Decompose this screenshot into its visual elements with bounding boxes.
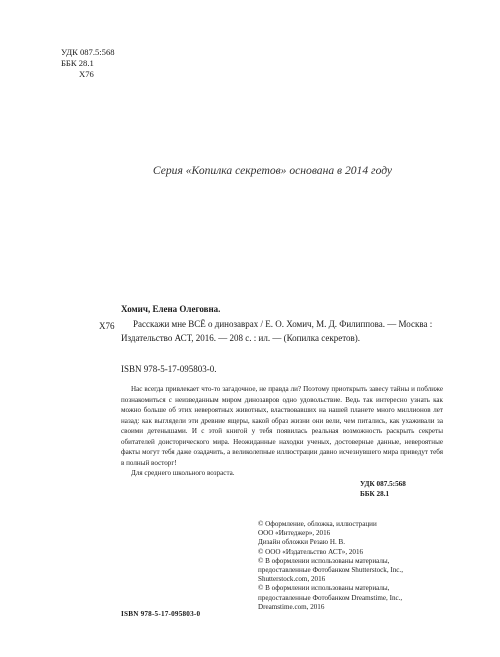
copyright-line: © В оформлении использованы материалы,: [258, 584, 390, 593]
copyright-line: Shutterstock.com, 2016: [258, 575, 326, 584]
annotation-text: Нас всегда привлекает что-то загадочное, не правда ли? Поэтому приоткрыть завесу тайны и поближе познакомиться с неизведанным миром динозавров одно удовольствие. Ведь так интересно узнать как можно больше об этих невероятных животных, властвовавших на нашей планете много миллионов лет назад: как выглядели эти древние ящеры, какой образ жизни они вели, чем питались, как ухаживали за своими детенышами. И с этой книгой у тебя появилась реальная возможность раскрыть секреты обитателей доисторического мира. Неожиданные находки ученых, достоверные данные, невероятные факты могут тебя даже озадачить, а великолепные иллюстрации давно исчезнувшего мира приведут тебя в полный восторг!: [121, 385, 443, 467]
copyright-line: Dreamstime.com, 2016: [258, 602, 325, 611]
bib-author: Хомич, Елена Олеговна.: [121, 304, 221, 314]
copyright-line: Дизайн обложки Резаю Н. В.: [258, 538, 346, 547]
bib-description: [121, 318, 441, 345]
copyright-block: [258, 520, 458, 612]
udk-code: УДК 087.5:568: [61, 47, 115, 57]
copyright-line: © Оформление, обложка, иллюстрации: [258, 520, 377, 528]
isbn-bottom: ISBN 978-5-17-095803-0: [121, 610, 201, 618]
copyright-line: предоставленные Фотобанком Dreamstime, Inc.,: [258, 593, 403, 602]
copyright-line: © В оформлении использованы материалы,: [258, 556, 390, 565]
bbk-code: ББК 28.1: [61, 58, 94, 68]
bib-title-line: Расскажи мне ВСЁ о динозаврах / Е. О. Хомич, М. Д. Филиппова. — Москва : Издательство АСТ, 2016. — 208 с. : ил. — (Копилка секретов).: [121, 319, 433, 343]
age-note: Для среднего школьного возраста.: [131, 469, 235, 477]
copyright-line: ООО «Интеджер», 2016: [258, 529, 331, 538]
series-note: Серия «Копилка секретов» основана в 2014 году: [152, 164, 393, 177]
right-catalog-codes: [360, 479, 406, 499]
catalog-codes: [61, 47, 115, 80]
right-udk: УДК 087.5:568: [360, 480, 406, 488]
copyright-line: предоставленные Фотобанком Shutterstock, Inc.,: [258, 566, 403, 575]
right-bbk: ББК 28.1: [360, 490, 390, 498]
copyright-line: © ООО «Издательство АСТ», 2016: [258, 547, 364, 556]
bib-author-mark: Х76: [99, 321, 115, 331]
author-mark: Х76: [79, 69, 94, 79]
annotation: [121, 384, 443, 479]
bib-isbn: ISBN 978-5-17-095803-0.: [121, 364, 217, 374]
